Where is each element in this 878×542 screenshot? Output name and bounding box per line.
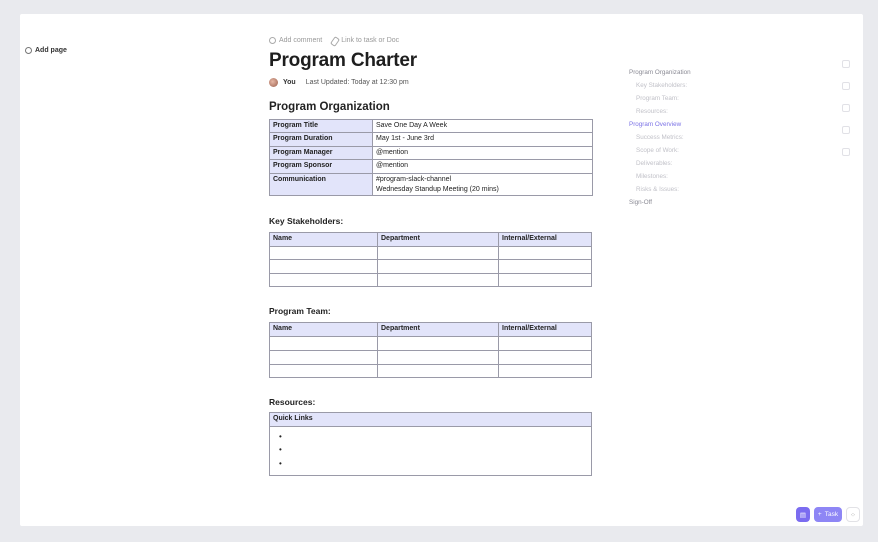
table-cell-key[interactable]: Program Sponsor [270,160,373,173]
collapse-icon[interactable] [842,60,850,68]
communication-channel: #program-slack-channel [376,175,452,183]
page-title[interactable]: Program Charter [269,50,417,71]
toc-item-program-overview[interactable]: Program Overview [629,121,682,128]
table-cell[interactable] [378,364,499,378]
table-row [270,173,593,195]
link-task-button[interactable] [331,37,399,44]
table-cell[interactable] [270,260,378,274]
table-cell[interactable] [499,350,592,364]
table-cell-key[interactable]: Communication [270,173,373,195]
task-label: Task [824,511,839,518]
toc-item-success-metrics[interactable]: Success Metrics: [636,134,684,141]
table-of-contents [629,66,691,209]
add-comment-button[interactable] [269,37,322,44]
section-heading-program-team: Program Team: [269,306,331,317]
table-cell-key[interactable]: Program Title [270,120,373,133]
table-cell-value[interactable]: May 1st - June 3rd [373,133,593,146]
list-item[interactable] [279,457,588,471]
last-updated: Last Updated: Today at 12:30 pm [305,79,409,86]
apps-button[interactable] [846,507,860,522]
quick-links-list [279,430,588,471]
key-stakeholders-table [269,232,592,288]
table-cell-key[interactable]: Program Duration [270,133,373,146]
communication-meeting: Wednesday Standup Meeting (20 mins) [376,185,499,193]
table-cell[interactable] [499,273,592,287]
column-header-department[interactable]: Department [378,323,499,337]
text-format-icon[interactable] [842,82,850,90]
doc-icon: ▤ [799,511,807,519]
table-cell[interactable] [378,246,499,260]
program-team-table [269,322,592,378]
toc-item-deliverables[interactable]: Deliverables: [636,160,673,167]
link-icon [331,37,338,44]
table-cell[interactable] [270,273,378,287]
add-page-button[interactable] [25,47,67,54]
table-cell-value[interactable]: @mention [373,146,593,159]
column-header-name[interactable]: Name [270,323,378,337]
doc-body [269,33,599,476]
table-row [270,160,593,173]
toc-item-key-stakeholders[interactable]: Key Stakeholders: [636,82,688,89]
table-cell[interactable] [270,364,378,378]
column-header-internal-external[interactable]: Internal/External [499,232,592,246]
section-heading-resources: Resources: [269,397,316,408]
plus-icon: + [817,511,822,518]
table-row [270,337,592,351]
table-row [270,364,592,378]
toc-item-risks-issues[interactable]: Risks & Issues: [636,186,680,193]
toc-item-sign-off[interactable]: Sign-Off [629,199,652,206]
table-row [270,120,593,133]
table-cell[interactable] [499,337,592,351]
right-toolbar [842,60,852,170]
table-cell[interactable] [270,350,378,364]
column-header-department[interactable]: Department [378,232,499,246]
table-cell-key[interactable]: Program Manager [270,146,373,159]
toc-item-program-organization[interactable]: Program Organization [629,69,691,76]
table-header-row [270,232,592,246]
table-row [270,350,592,364]
add-page-icon [25,47,32,54]
section-heading-program-organization: Program Organization [269,101,390,113]
add-page-label: Add page [35,47,67,54]
quick-links-table [269,412,592,476]
table-cell[interactable] [378,273,499,287]
table-row [270,133,593,146]
list-item[interactable] [279,430,588,444]
table-cell[interactable] [378,260,499,274]
author-name: You [283,79,296,86]
table-row [270,146,593,159]
table-cell-value[interactable]: Save One Day A Week [373,120,593,133]
table-cell[interactable] [378,337,499,351]
table-row [270,246,592,260]
table-header-row [270,413,592,427]
comment-icon [269,37,276,44]
program-organization-table [269,119,593,196]
table-cell[interactable] [270,427,592,476]
table-cell[interactable] [499,260,592,274]
toc-item-milestones[interactable]: Milestones: [636,173,668,180]
section-heading-key-stakeholders: Key Stakeholders: [269,215,344,226]
add-comment-label: Add comment [279,36,323,44]
export-icon[interactable] [842,148,850,156]
table-cell[interactable] [499,246,592,260]
column-header-name[interactable]: Name [270,232,378,246]
table-cell[interactable] [270,337,378,351]
toc-item-resources[interactable]: Resources: [636,108,668,115]
table-header-row [270,323,592,337]
share-icon[interactable] [842,126,850,134]
list-item[interactable] [279,444,588,458]
doc-button[interactable] [796,507,810,522]
column-header-internal-external[interactable]: Internal/External [499,323,592,337]
table-row [270,260,592,274]
link-task-label: Link to task or Doc [341,36,400,44]
toc-item-program-team[interactable]: Program Team: [636,95,679,102]
table-cell[interactable] [378,350,499,364]
add-task-button[interactable] [814,507,842,522]
toc-item-scope-of-work[interactable]: Scope of Work: [636,147,679,154]
doc-top-actions [269,33,599,47]
table-row [270,427,592,476]
settings-icon[interactable] [842,104,850,112]
table-cell[interactable] [270,246,378,260]
table-cell[interactable] [499,364,592,378]
avatar [269,78,278,87]
table-cell-value[interactable] [373,173,593,195]
column-header-quick-links[interactable]: Quick Links [270,413,592,427]
table-row [270,273,592,287]
doc-meta [269,78,599,87]
grid-icon: ⁘ [850,511,856,519]
table-cell-value[interactable]: @mention [373,160,593,173]
